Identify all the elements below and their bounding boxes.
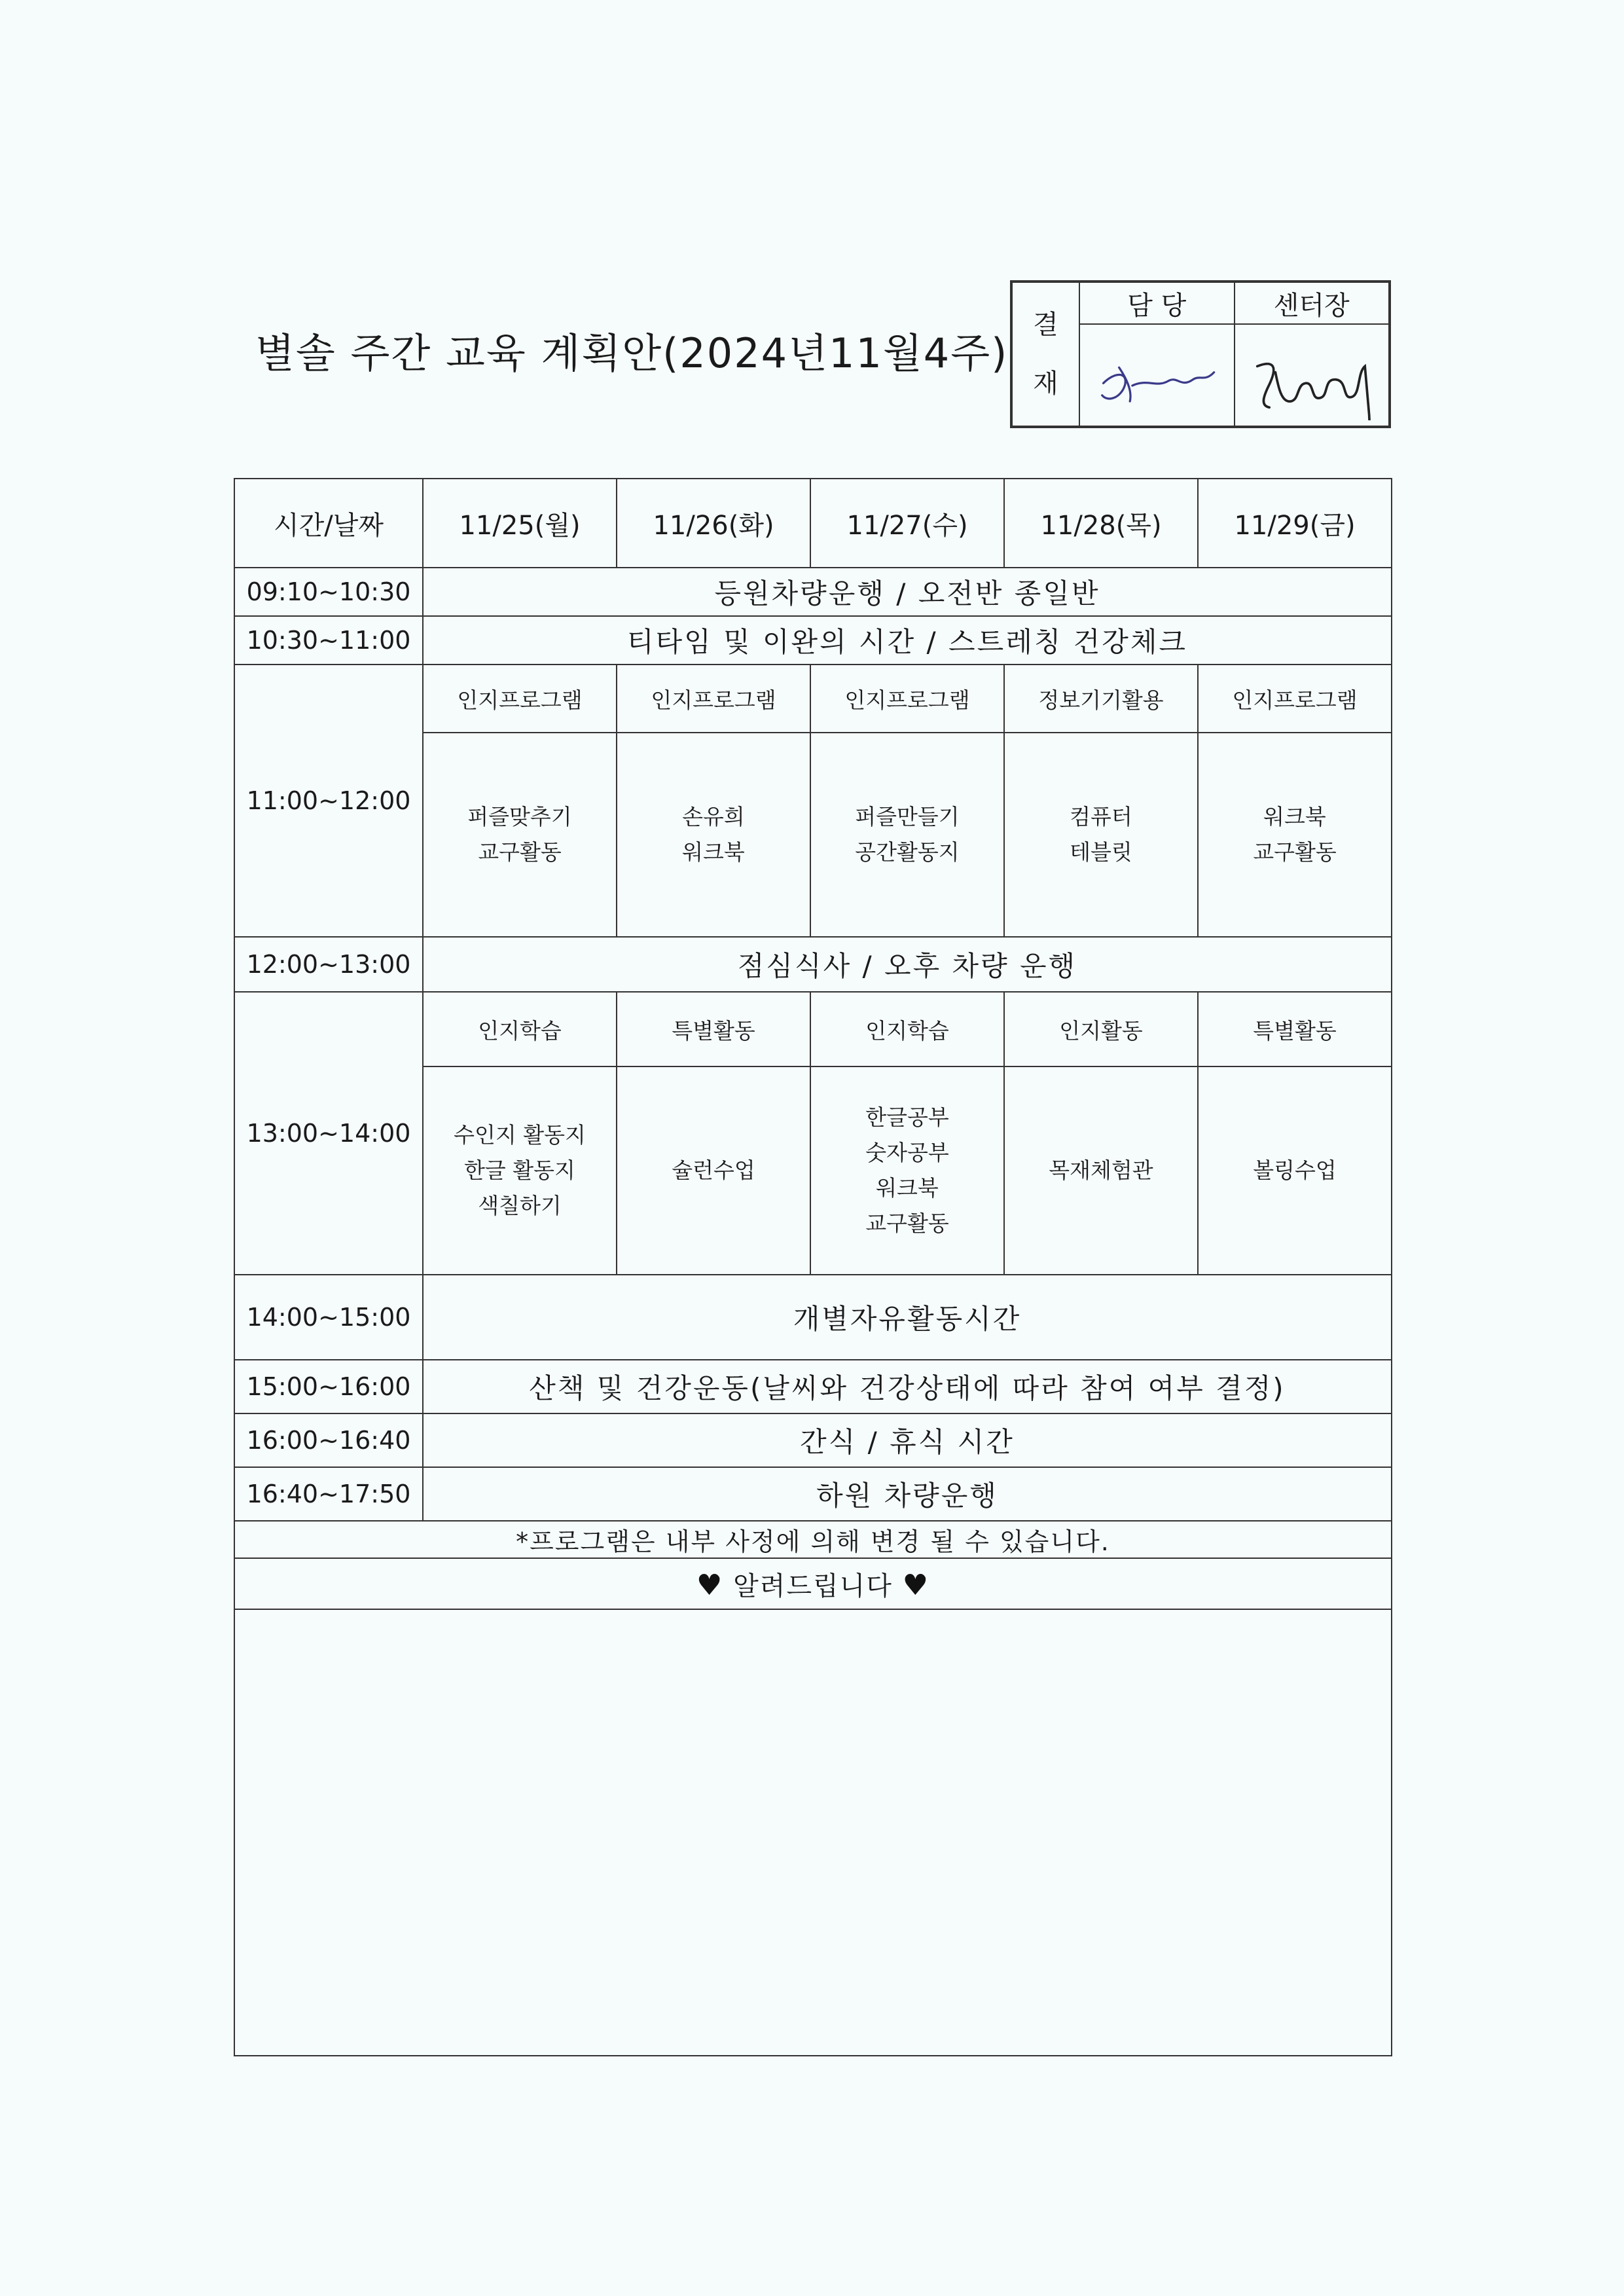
activity-line: 컴퓨터 [1070,804,1132,829]
approval-label [1012,282,1079,426]
category-cell: 정보기기활용 [1004,665,1198,733]
notice-body-row [234,1609,1392,2056]
approval-box [1010,280,1391,428]
category-cell: 인지프로그램 [810,665,1004,733]
merged-activity-cell: 산책 및 건강운동(날씨와 건강상태에 따라 참여 여부 결정) [423,1360,1392,1413]
heart-icon: ♥ [696,1568,724,1602]
activity-line: 교구활동 [1253,839,1337,865]
approval-head-manager: 담 당 [1079,282,1235,324]
header-day-tue: 11/26(화) [617,479,810,568]
category-cell: 인지학습 [810,992,1004,1066]
time-cell: 14:00~15:00 [234,1275,423,1360]
table-row [234,616,1392,665]
notice-body-cell [234,1609,1392,2056]
activity-line: 수인지 활동지 [454,1122,586,1148]
time-cell: 10:30~11:00 [234,616,423,665]
merged-activity-cell: 점심식사 / 오후 차량 운행 [423,937,1392,992]
merged-activity-cell: 간식 / 휴식 시간 [423,1413,1392,1467]
time-cell: 15:00~16:00 [234,1360,423,1413]
activity-line: 공간활동지 [855,839,960,865]
activity-cell [423,1066,617,1275]
activity-cell [810,733,1004,937]
activity-line: 퍼즐맞추기 [467,804,572,829]
category-cell: 인지프로그램 [423,665,617,733]
header-day-mon: 11/25(월) [423,479,617,568]
change-notice-text: *프로그램은 내부 사정에 의해 변경 될 수 있습니다. [234,1521,1392,1558]
table-row [234,1413,1392,1467]
time-cell: 16:40~17:50 [234,1467,423,1521]
approval-head-director: 센터장 [1235,282,1390,324]
activity-line: 한글 활동지 [464,1157,575,1183]
activity-cell [617,733,810,937]
activity-line: 워크북 [1263,804,1326,829]
table-row [234,1467,1392,1521]
director-signature-icon [1241,330,1382,421]
activity-cell [423,733,617,937]
approval-label-top: 결 [1033,310,1058,340]
table-row [234,937,1392,992]
activity-cell [617,1066,810,1275]
activity-line: 테블릿 [1070,839,1132,865]
activity-line: 워크북 [682,839,745,865]
activity-cell [1198,1066,1392,1275]
activity-cell [810,1066,1004,1275]
manager-signature-icon [1086,330,1227,421]
time-cell: 13:00~14:00 [234,992,423,1275]
heart-icon: ♥ [902,1568,930,1602]
activity-line: 교구활동 [865,1211,949,1236]
merged-activity-cell: 개별자유활동시간 [423,1275,1392,1360]
time-cell: 12:00~13:00 [234,937,423,992]
activity-line: 한글공부 [865,1104,949,1130]
table-row [234,665,1392,733]
category-cell: 인지프로그램 [617,665,810,733]
director-signature [1235,324,1390,426]
table-row [234,1360,1392,1413]
activity-cell [1004,1066,1198,1275]
header-row [234,479,1392,568]
category-cell: 특별활동 [617,992,810,1066]
manager-signature [1079,324,1235,426]
activity-cell [1004,733,1198,937]
table-row [234,992,1392,1066]
activity-line: 워크북 [876,1175,939,1201]
activity-line: 색칠하기 [478,1193,562,1218]
activity-line: 목재체험관 [1049,1157,1153,1183]
notice-title: 알려드립니다 [733,1571,893,1601]
table-row [234,1275,1392,1360]
header-day-wed: 11/27(수) [810,479,1004,568]
schedule-table [234,478,1392,2056]
activity-cell [1198,733,1392,937]
category-cell: 인지활동 [1004,992,1198,1066]
category-cell: 특별활동 [1198,992,1392,1066]
page-title: 별솔 주간 교육 계획안(2024년11월4주) [255,329,1009,377]
approval-label-bottom: 재 [1033,369,1058,399]
header-time-cell: 시간/날짜 [234,479,423,568]
activity-line: 퍼즐만들기 [855,804,960,829]
activity-line: 슐런수업 [672,1157,755,1183]
notice-header-cell [234,1558,1392,1609]
time-cell: 09:10~10:30 [234,568,423,616]
activity-line: 손유희 [682,804,745,829]
time-cell: 11:00~12:00 [234,665,423,937]
note-row [234,1521,1392,1558]
header-day-fri: 11/29(금) [1198,479,1392,568]
merged-activity-cell: 하원 차량운행 [423,1467,1392,1521]
notice-header-row [234,1558,1392,1609]
merged-activity-cell: 티타임 및 이완의 시간 / 스트레칭 건강체크 [423,616,1392,665]
time-cell: 16:00~16:40 [234,1413,423,1467]
activity-line: 볼링수업 [1253,1157,1337,1183]
category-cell: 인지프로그램 [1198,665,1392,733]
merged-activity-cell: 등원차량운행 / 오전반 종일반 [423,568,1392,616]
activity-line: 교구활동 [478,839,562,865]
header-day-thu: 11/28(목) [1004,479,1198,568]
activity-line: 숫자공부 [865,1140,949,1165]
category-cell: 인지학습 [423,992,617,1066]
table-row [234,568,1392,616]
